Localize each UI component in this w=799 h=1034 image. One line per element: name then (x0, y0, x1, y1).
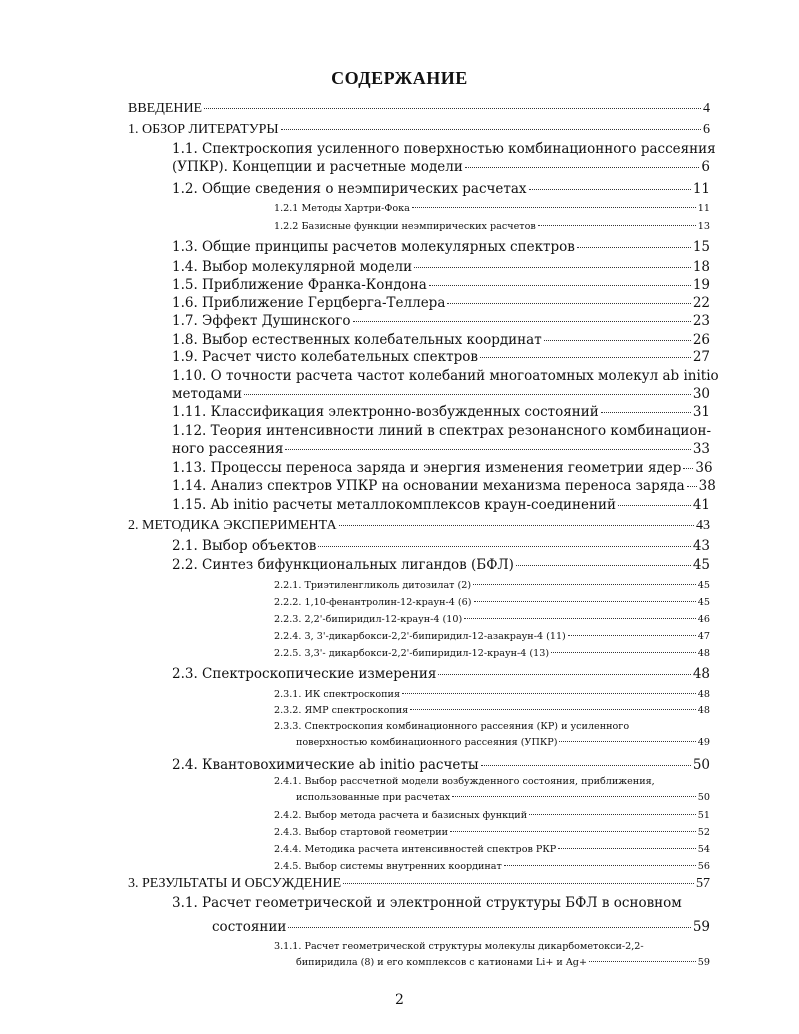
toc-page-number: 59 (692, 919, 710, 935)
dot-leader (339, 525, 694, 526)
toc-entry[interactable] (274, 689, 710, 700)
dot-leader (559, 741, 695, 742)
dot-leader (343, 883, 694, 884)
dot-leader (452, 796, 696, 797)
toc-page-number: 26 (692, 332, 710, 348)
toc-page-number: 27 (692, 349, 710, 365)
toc-entry-title: 1.2.2 Базисные функции неэмпирических расчетов (274, 221, 536, 232)
toc-page-number: 45 (697, 580, 710, 591)
dot-leader (558, 848, 696, 849)
toc-entry[interactable] (274, 810, 710, 821)
dot-leader (414, 267, 691, 268)
toc-page-number: 48 (697, 705, 710, 716)
toc-entry-title: 2.4. Квантовохимические ab initio расчеты (172, 757, 479, 773)
toc-entry[interactable] (274, 648, 710, 659)
toc-entry-title: 2.2.3. 2,2'-бипиридил-12-краун-4 (10) (274, 614, 463, 625)
toc-page-number: 47 (697, 631, 710, 642)
toc-entry[interactable] (172, 404, 710, 420)
dot-leader (410, 709, 696, 710)
toc-entry-title: 1.7. Эффект Душинского (172, 313, 351, 329)
toc-page-number: 51 (697, 810, 710, 821)
toc-page-number: 50 (692, 757, 710, 773)
toc-page-number: 50 (697, 792, 710, 803)
toc-entry-title: 1.5. Приближение Франка-Кондона (172, 277, 427, 293)
toc-entry-title: ВВЕДЕНИЕ (128, 101, 203, 116)
toc-entry-title: 2.4.1. Выбор рассчетной модели возбужденного состояния, приближения, (274, 776, 655, 787)
dot-leader (618, 505, 691, 506)
toc-page-number: 46 (697, 614, 710, 625)
dot-leader (429, 285, 691, 286)
toc-entry-title: бипиридила (8) и его комплексов с катионами Li+ и Ag+ (296, 957, 587, 968)
toc-page-number: 33 (692, 441, 710, 457)
dot-leader (244, 394, 691, 395)
dot-leader (353, 321, 691, 322)
toc-entry[interactable] (274, 861, 710, 872)
dot-leader (465, 167, 700, 168)
toc-entry[interactable] (172, 313, 710, 329)
toc-entry-title: 3. РЕЗУЛЬТАТЫ И ОБСУЖДЕНИЕ (128, 876, 342, 891)
toc-entry-title: 2.2.1. Триэтиленгликоль дитозилат (2) (274, 580, 472, 591)
toc-entry-title: 2.2. Синтез бифункциональных лигандов (БФЛ) (172, 557, 514, 573)
toc-entry-title: 1.3. Общие принципы расчетов молекулярных спектров (172, 239, 575, 255)
toc-entry[interactable] (128, 876, 710, 892)
toc-page-number: 11 (697, 203, 710, 214)
toc-entry[interactable] (172, 141, 716, 175)
toc-entry-title: (УПКР). Концепции и расчетные модели (172, 159, 463, 175)
toc-entry[interactable] (172, 259, 710, 275)
toc-entry-title: 1.9. Расчет чисто колебательных спектров (172, 349, 478, 365)
toc-entry-title: 1.12. Теория интенсивности линий в спектрах резонансного комбинацион- (172, 423, 712, 439)
toc-page-number: 45 (692, 557, 710, 573)
toc-entry[interactable] (128, 122, 710, 138)
toc-page-number: 15 (692, 239, 710, 255)
dot-leader (601, 412, 691, 413)
toc-entry-title: 2.4.3. Выбор стартовой геометрии (274, 827, 449, 838)
dot-leader (473, 584, 696, 585)
toc-entry[interactable] (274, 827, 710, 838)
toc-entry[interactable] (172, 295, 710, 311)
toc-page-number: 49 (697, 737, 710, 748)
toc-entry-title: 1.4. Выбор молекулярной модели (172, 259, 413, 275)
dot-leader (481, 765, 691, 766)
toc-page-number: 30 (692, 386, 710, 402)
toc-page-number: 36 (695, 460, 713, 476)
toc-entry-title: 2.4.4. Методика расчета интенсивностей спектров РКР (274, 844, 557, 855)
toc-entry[interactable] (172, 368, 719, 402)
toc-entry-title: 2.4.2. Выбор метода расчета и базисных функций (274, 810, 528, 821)
dot-leader (412, 207, 696, 208)
toc-entry[interactable] (172, 239, 710, 255)
toc-entry[interactable] (172, 423, 710, 457)
toc-entry[interactable] (172, 349, 710, 365)
toc-entry[interactable] (172, 181, 710, 197)
dot-leader (474, 601, 696, 602)
dot-leader (577, 247, 691, 248)
toc-entry[interactable] (172, 666, 710, 682)
toc-entry-title: ного рассеяния (172, 441, 284, 457)
dot-leader (464, 618, 696, 619)
toc-page-number: 52 (697, 827, 710, 838)
toc-page-number: 22 (692, 295, 710, 311)
toc-entry-title: 3.1.1. Расчет геометрической структуры молекулы дикарбометокси-2,2- (274, 941, 644, 952)
toc-page-number: 13 (697, 221, 710, 232)
toc-page-number: 43 (692, 538, 710, 554)
toc-entry[interactable] (128, 518, 710, 534)
toc-entry-title: методами (172, 386, 242, 402)
toc-page-number: 41 (692, 497, 710, 513)
dot-leader (438, 674, 690, 675)
toc-entry[interactable] (274, 941, 710, 968)
toc-entry-title: использованные при расчетах (296, 792, 451, 803)
dot-leader (480, 357, 691, 358)
page-number: 2 (395, 992, 404, 1008)
toc-entry-title: 1.13. Процессы переноса заряда и энергия изменения геометрии ядер (172, 460, 682, 476)
toc-page-number: 4 (703, 101, 710, 116)
toc-entry-title: 1.11. Классификация электронно-возбужденных состояний (172, 404, 599, 420)
toc-page-number: 57 (696, 876, 710, 891)
dot-leader (288, 927, 690, 928)
toc-page-number: 48 (692, 666, 710, 682)
toc-entry-title: 1. ОБЗОР ЛИТЕРАТУРЫ (128, 122, 279, 137)
toc-entry[interactable] (274, 580, 710, 591)
dot-leader (687, 486, 697, 487)
toc-page-number: 48 (697, 648, 710, 659)
toc-entry-title: 1.10. О точности расчета частот колебаний многоатомных молекул ab initio (172, 368, 719, 384)
dot-leader (281, 129, 701, 130)
dot-leader (538, 225, 696, 226)
dot-leader (529, 189, 691, 190)
toc-page-number: 6 (701, 159, 710, 175)
dot-leader (285, 449, 690, 450)
toc-entry-title: 2.1. Выбор объектов (172, 538, 317, 554)
toc-page-number: 18 (692, 259, 710, 275)
dot-leader (516, 565, 691, 566)
toc-page-number: 38 (698, 478, 716, 494)
toc-entry-title: 1.2. Общие сведения о неэмпирических расчетах (172, 181, 527, 197)
toc-entry-title: 2.3.1. ИК спектроскопия (274, 689, 401, 700)
toc-entry-title: 1.1. Спектроскопия усиленного поверхностью комбинационного рассеяния (172, 141, 716, 157)
dot-leader (589, 961, 696, 962)
toc-entry-title: 1.14. Анализ спектров УПКР на основании механизма переноса заряда (172, 478, 685, 494)
dot-leader (529, 814, 696, 815)
toc-entry-title: 2.3.3. Спектроскопия комбинационного рассеяния (КР) и усиленного (274, 721, 630, 732)
dot-leader (551, 652, 696, 653)
dot-leader (568, 635, 696, 636)
toc-entry-title: 2.3.2. ЯМР спектроскопия (274, 705, 409, 716)
toc-entry-title: 2.2.4. 3, 3'-дикарбокси-2,2'-бипиридил-12-азакраун-4 (11) (274, 631, 566, 642)
toc-entry-title: 1.2.1 Методы Хартри-Фока (274, 203, 410, 214)
toc-entry[interactable] (274, 221, 710, 232)
toc-entry[interactable] (172, 538, 710, 554)
toc-entry-title: поверхностью комбинационного рассеяния (УПКР) (296, 737, 558, 748)
toc-entry[interactable] (172, 497, 710, 513)
toc-entry[interactable] (172, 895, 710, 935)
toc-entry-title: 3.1. Расчет геометрической и электронной структуры БФЛ в основном (172, 895, 682, 911)
toc-entry-title: 2. МЕТОДИКА ЭКСПЕРИМЕНТА (128, 518, 337, 533)
toc-entry[interactable] (274, 203, 710, 214)
toc-page-number: 31 (692, 404, 710, 420)
toc-entry-title: 1.8. Выбор естественных колебательных координат (172, 332, 542, 348)
toc-page-number: 45 (697, 597, 710, 608)
toc-entry-title: 2.3. Спектроскопические измерения (172, 666, 437, 682)
toc-page-number: 11 (692, 181, 710, 197)
toc-page-number: 54 (697, 844, 710, 855)
toc-page-number: 56 (697, 861, 710, 872)
toc-entry[interactable] (172, 757, 710, 773)
toc-entry-title: 1.15. Ab initio расчеты металлокомплексов краун-соединений (172, 497, 617, 513)
toc-entry[interactable] (172, 460, 713, 476)
toc-entry-title: 2.2.5. 3,3'- дикарбокси-2,2'-бипиридил-12-краун-4 (13) (274, 648, 550, 659)
toc-entry[interactable] (274, 721, 710, 748)
toc-page-number: 43 (696, 518, 710, 533)
toc-entry[interactable] (172, 478, 716, 494)
toc-entry[interactable] (172, 277, 710, 293)
toc-entry-title: 2.4.5. Выбор системы внутренних координат (274, 861, 502, 872)
toc-entry[interactable] (274, 844, 710, 855)
toc-entry[interactable] (274, 705, 710, 716)
toc-page-number: 6 (703, 122, 710, 137)
toc-entry-title: 2.2.2. 1,10-фенантролин-12-краун-4 (6) (274, 597, 472, 608)
toc-entry[interactable] (274, 597, 710, 608)
toc-entry[interactable] (172, 557, 710, 573)
toc-entry[interactable] (172, 332, 710, 348)
toc-page-number: 59 (697, 957, 710, 968)
toc-entry[interactable] (128, 101, 710, 117)
toc-entry[interactable] (274, 631, 710, 642)
dot-leader (544, 340, 691, 341)
dot-leader (402, 693, 696, 694)
dot-leader (204, 108, 701, 109)
toc-entry[interactable] (274, 614, 710, 625)
toc-page-number: 23 (692, 313, 710, 329)
toc-page-number: 48 (697, 689, 710, 700)
page-title: СОДЕРЖАНИЕ (331, 68, 468, 88)
dot-leader (447, 303, 690, 304)
toc-page-number: 19 (692, 277, 710, 293)
dot-leader (318, 546, 690, 547)
dot-leader (450, 831, 696, 832)
toc-entry-title: 1.6. Приближение Герцберга-Теллера (172, 295, 446, 311)
dot-leader (683, 468, 693, 469)
toc-entry[interactable] (274, 776, 710, 803)
toc-entry-title: состоянии (212, 919, 287, 935)
dot-leader (504, 865, 696, 866)
